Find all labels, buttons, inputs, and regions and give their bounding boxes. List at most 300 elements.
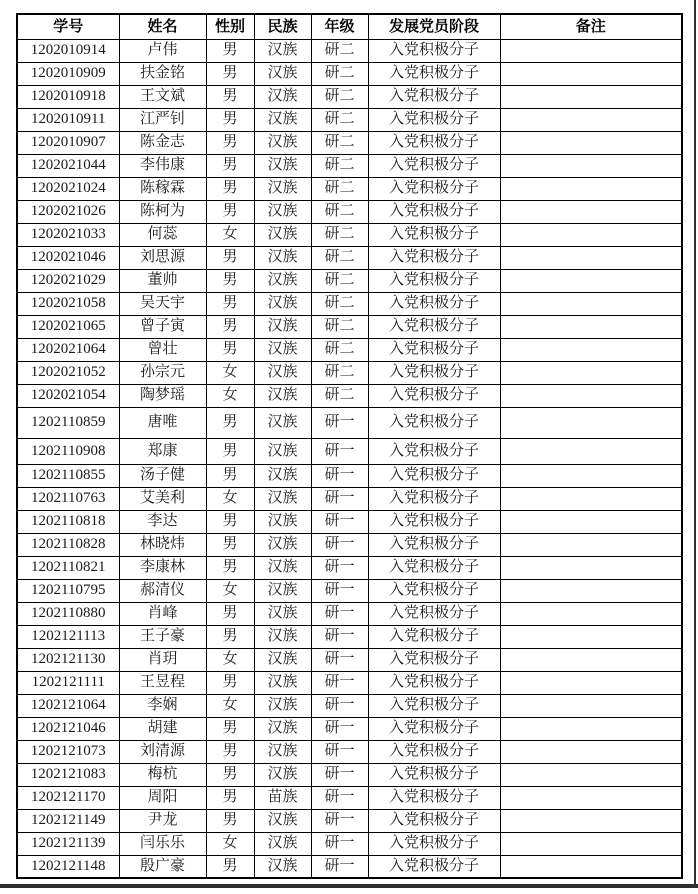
cell-remark bbox=[500, 832, 682, 855]
cell-student_id: 1202010911 bbox=[17, 108, 119, 131]
cell-name: 扶金铭 bbox=[119, 62, 206, 85]
cell-name: 王文斌 bbox=[119, 85, 206, 108]
table-row bbox=[17, 361, 682, 384]
cell-grade: 研一 bbox=[311, 809, 368, 832]
cell-student_id: 1202021029 bbox=[17, 269, 119, 292]
cell-stage: 入党积极分子 bbox=[368, 602, 500, 625]
cell-ethnicity: 汉族 bbox=[254, 648, 311, 671]
cell-stage: 入党积极分子 bbox=[368, 384, 500, 407]
cell-gender: 男 bbox=[206, 740, 254, 763]
table-row bbox=[17, 763, 682, 786]
cell-name: 胡建 bbox=[119, 717, 206, 740]
cell-ethnicity: 汉族 bbox=[254, 384, 311, 407]
cell-gender: 女 bbox=[206, 361, 254, 384]
cell-name: 郝清仪 bbox=[119, 579, 206, 602]
cell-student_id: 1202110908 bbox=[17, 438, 119, 464]
cell-gender: 男 bbox=[206, 269, 254, 292]
cell-remark bbox=[500, 269, 682, 292]
cell-remark bbox=[500, 648, 682, 671]
cell-name: 曾子寅 bbox=[119, 315, 206, 338]
column-header-stage: 发展党员阶段 bbox=[368, 14, 500, 39]
cell-grade: 研一 bbox=[311, 763, 368, 786]
cell-remark bbox=[500, 464, 682, 487]
table-row bbox=[17, 625, 682, 648]
cell-gender: 男 bbox=[206, 177, 254, 200]
column-header-ethnicity: 民族 bbox=[254, 14, 311, 39]
cell-name: 郑康 bbox=[119, 438, 206, 464]
cell-gender: 男 bbox=[206, 717, 254, 740]
column-header-remark: 备注 bbox=[500, 14, 682, 39]
cell-remark bbox=[500, 177, 682, 200]
cell-gender: 男 bbox=[206, 533, 254, 556]
table-row bbox=[17, 533, 682, 556]
cell-remark bbox=[500, 487, 682, 510]
cell-grade: 研二 bbox=[311, 154, 368, 177]
cell-student_id: 1202021024 bbox=[17, 177, 119, 200]
cell-remark bbox=[500, 602, 682, 625]
cell-student_id: 1202021065 bbox=[17, 315, 119, 338]
cell-grade: 研二 bbox=[311, 62, 368, 85]
cell-name: 王昱程 bbox=[119, 671, 206, 694]
cell-name: 梅杭 bbox=[119, 763, 206, 786]
cell-stage: 入党积极分子 bbox=[368, 85, 500, 108]
cell-student_id: 1202021033 bbox=[17, 223, 119, 246]
cell-grade: 研一 bbox=[311, 533, 368, 556]
cell-remark bbox=[500, 763, 682, 786]
cell-ethnicity: 汉族 bbox=[254, 361, 311, 384]
cell-stage: 入党积极分子 bbox=[368, 648, 500, 671]
table-row bbox=[17, 809, 682, 832]
cell-student_id: 1202121113 bbox=[17, 625, 119, 648]
cell-remark bbox=[500, 315, 682, 338]
cell-student_id: 1202021046 bbox=[17, 246, 119, 269]
cell-student_id: 1202021026 bbox=[17, 200, 119, 223]
cell-student_id: 1202110821 bbox=[17, 556, 119, 579]
column-header-name: 姓名 bbox=[119, 14, 206, 39]
cell-ethnicity: 汉族 bbox=[254, 131, 311, 154]
cell-ethnicity: 汉族 bbox=[254, 671, 311, 694]
table-row bbox=[17, 438, 682, 464]
cell-grade: 研二 bbox=[311, 131, 368, 154]
cell-gender: 男 bbox=[206, 786, 254, 809]
cell-gender: 男 bbox=[206, 625, 254, 648]
cell-student_id: 1202010914 bbox=[17, 39, 119, 62]
cell-stage: 入党积极分子 bbox=[368, 717, 500, 740]
cell-name: 董帅 bbox=[119, 269, 206, 292]
cell-name: 陈柯为 bbox=[119, 200, 206, 223]
cell-grade: 研二 bbox=[311, 246, 368, 269]
cell-ethnicity: 汉族 bbox=[254, 694, 311, 717]
cell-gender: 男 bbox=[206, 407, 254, 438]
cell-name: 汤子健 bbox=[119, 464, 206, 487]
cell-ethnicity: 汉族 bbox=[254, 809, 311, 832]
cell-remark bbox=[500, 809, 682, 832]
cell-student_id: 1202010907 bbox=[17, 131, 119, 154]
cell-remark bbox=[500, 338, 682, 361]
cell-ethnicity: 苗族 bbox=[254, 786, 311, 809]
page-right-edge-line bbox=[694, 0, 696, 888]
cell-name: 肖峰 bbox=[119, 602, 206, 625]
cell-stage: 入党积极分子 bbox=[368, 200, 500, 223]
cell-grade: 研二 bbox=[311, 39, 368, 62]
table-row bbox=[17, 62, 682, 85]
cell-gender: 男 bbox=[206, 131, 254, 154]
table-row bbox=[17, 487, 682, 510]
table-row bbox=[17, 108, 682, 131]
cell-grade: 研一 bbox=[311, 855, 368, 878]
cell-grade: 研一 bbox=[311, 438, 368, 464]
cell-remark bbox=[500, 671, 682, 694]
table-row bbox=[17, 832, 682, 855]
cell-remark bbox=[500, 361, 682, 384]
cell-stage: 入党积极分子 bbox=[368, 177, 500, 200]
cell-student_id: 1202021058 bbox=[17, 292, 119, 315]
cell-gender: 女 bbox=[206, 694, 254, 717]
cell-grade: 研一 bbox=[311, 717, 368, 740]
cell-gender: 男 bbox=[206, 200, 254, 223]
cell-gender: 男 bbox=[206, 602, 254, 625]
cell-remark bbox=[500, 131, 682, 154]
cell-remark bbox=[500, 85, 682, 108]
cell-remark bbox=[500, 108, 682, 131]
cell-student_id: 1202110828 bbox=[17, 533, 119, 556]
column-header-grade: 年级 bbox=[311, 14, 368, 39]
table-row bbox=[17, 671, 682, 694]
cell-stage: 入党积极分子 bbox=[368, 223, 500, 246]
cell-stage: 入党积极分子 bbox=[368, 361, 500, 384]
cell-student_id: 1202110859 bbox=[17, 407, 119, 438]
cell-student_id: 1202110763 bbox=[17, 487, 119, 510]
cell-name: 尹龙 bbox=[119, 809, 206, 832]
table-row bbox=[17, 177, 682, 200]
cell-remark bbox=[500, 740, 682, 763]
party-development-roster-table bbox=[16, 13, 683, 879]
cell-grade: 研一 bbox=[311, 510, 368, 533]
cell-student_id: 1202121083 bbox=[17, 763, 119, 786]
cell-grade: 研二 bbox=[311, 338, 368, 361]
cell-grade: 研一 bbox=[311, 625, 368, 648]
cell-ethnicity: 汉族 bbox=[254, 533, 311, 556]
cell-student_id: 1202021044 bbox=[17, 154, 119, 177]
column-header-student_id: 学号 bbox=[17, 14, 119, 39]
cell-name: 刘清源 bbox=[119, 740, 206, 763]
table-row bbox=[17, 315, 682, 338]
cell-ethnicity: 汉族 bbox=[254, 246, 311, 269]
cell-name: 李伟康 bbox=[119, 154, 206, 177]
table-row bbox=[17, 648, 682, 671]
cell-ethnicity: 汉族 bbox=[254, 315, 311, 338]
cell-name: 殷广豪 bbox=[119, 855, 206, 878]
cell-ethnicity: 汉族 bbox=[254, 177, 311, 200]
cell-grade: 研二 bbox=[311, 85, 368, 108]
cell-remark bbox=[500, 154, 682, 177]
cell-student_id: 1202021064 bbox=[17, 338, 119, 361]
cell-student_id: 1202110795 bbox=[17, 579, 119, 602]
cell-stage: 入党积极分子 bbox=[368, 579, 500, 602]
cell-ethnicity: 汉族 bbox=[254, 556, 311, 579]
cell-ethnicity: 汉族 bbox=[254, 717, 311, 740]
cell-grade: 研一 bbox=[311, 556, 368, 579]
cell-student_id: 1202121073 bbox=[17, 740, 119, 763]
cell-name: 艾美利 bbox=[119, 487, 206, 510]
page-bottom-edge-line bbox=[0, 884, 698, 888]
cell-student_id: 1202010909 bbox=[17, 62, 119, 85]
cell-student_id: 1202021054 bbox=[17, 384, 119, 407]
cell-grade: 研一 bbox=[311, 579, 368, 602]
cell-name: 林晓炜 bbox=[119, 533, 206, 556]
cell-gender: 男 bbox=[206, 510, 254, 533]
cell-name: 卢伟 bbox=[119, 39, 206, 62]
cell-ethnicity: 汉族 bbox=[254, 438, 311, 464]
cell-student_id: 1202121046 bbox=[17, 717, 119, 740]
cell-ethnicity: 汉族 bbox=[254, 579, 311, 602]
cell-grade: 研二 bbox=[311, 384, 368, 407]
cell-grade: 研二 bbox=[311, 200, 368, 223]
cell-name: 陈稼霖 bbox=[119, 177, 206, 200]
cell-student_id: 1202121148 bbox=[17, 855, 119, 878]
cell-name: 李康林 bbox=[119, 556, 206, 579]
cell-name: 唐唯 bbox=[119, 407, 206, 438]
cell-remark bbox=[500, 200, 682, 223]
cell-name: 李娴 bbox=[119, 694, 206, 717]
cell-name: 曾壮 bbox=[119, 338, 206, 361]
table-row bbox=[17, 269, 682, 292]
cell-ethnicity: 汉族 bbox=[254, 269, 311, 292]
cell-ethnicity: 汉族 bbox=[254, 39, 311, 62]
cell-gender: 女 bbox=[206, 579, 254, 602]
cell-stage: 入党积极分子 bbox=[368, 292, 500, 315]
cell-name: 肖玥 bbox=[119, 648, 206, 671]
cell-student_id: 1202121130 bbox=[17, 648, 119, 671]
cell-remark bbox=[500, 855, 682, 878]
table-row bbox=[17, 717, 682, 740]
cell-ethnicity: 汉族 bbox=[254, 625, 311, 648]
cell-stage: 入党积极分子 bbox=[368, 740, 500, 763]
cell-grade: 研一 bbox=[311, 832, 368, 855]
cell-ethnicity: 汉族 bbox=[254, 85, 311, 108]
table-body bbox=[17, 39, 682, 878]
cell-ethnicity: 汉族 bbox=[254, 292, 311, 315]
cell-remark bbox=[500, 292, 682, 315]
table-row bbox=[17, 694, 682, 717]
cell-gender: 男 bbox=[206, 85, 254, 108]
cell-name: 吴天宇 bbox=[119, 292, 206, 315]
cell-gender: 女 bbox=[206, 648, 254, 671]
cell-ethnicity: 汉族 bbox=[254, 108, 311, 131]
table-row bbox=[17, 384, 682, 407]
cell-grade: 研一 bbox=[311, 602, 368, 625]
table-row bbox=[17, 464, 682, 487]
cell-grade: 研二 bbox=[311, 108, 368, 131]
cell-ethnicity: 汉族 bbox=[254, 154, 311, 177]
cell-stage: 入党积极分子 bbox=[368, 108, 500, 131]
cell-remark bbox=[500, 625, 682, 648]
cell-remark bbox=[500, 438, 682, 464]
cell-remark bbox=[500, 579, 682, 602]
cell-gender: 男 bbox=[206, 62, 254, 85]
cell-stage: 入党积极分子 bbox=[368, 832, 500, 855]
table-row bbox=[17, 292, 682, 315]
cell-stage: 入党积极分子 bbox=[368, 39, 500, 62]
cell-student_id: 1202110818 bbox=[17, 510, 119, 533]
cell-gender: 女 bbox=[206, 223, 254, 246]
cell-remark bbox=[500, 407, 682, 438]
cell-stage: 入党积极分子 bbox=[368, 338, 500, 361]
cell-student_id: 1202121170 bbox=[17, 786, 119, 809]
cell-grade: 研一 bbox=[311, 407, 368, 438]
cell-grade: 研一 bbox=[311, 487, 368, 510]
cell-ethnicity: 汉族 bbox=[254, 487, 311, 510]
table-row bbox=[17, 556, 682, 579]
table-row bbox=[17, 131, 682, 154]
cell-grade: 研一 bbox=[311, 694, 368, 717]
cell-gender: 女 bbox=[206, 832, 254, 855]
cell-ethnicity: 汉族 bbox=[254, 62, 311, 85]
column-header-gender: 性别 bbox=[206, 14, 254, 39]
cell-stage: 入党积极分子 bbox=[368, 269, 500, 292]
cell-gender: 男 bbox=[206, 763, 254, 786]
cell-gender: 男 bbox=[206, 556, 254, 579]
cell-grade: 研二 bbox=[311, 361, 368, 384]
cell-grade: 研二 bbox=[311, 177, 368, 200]
cell-gender: 男 bbox=[206, 154, 254, 177]
table-row bbox=[17, 39, 682, 62]
cell-grade: 研一 bbox=[311, 464, 368, 487]
cell-ethnicity: 汉族 bbox=[254, 464, 311, 487]
cell-ethnicity: 汉族 bbox=[254, 338, 311, 361]
cell-stage: 入党积极分子 bbox=[368, 855, 500, 878]
table-row bbox=[17, 579, 682, 602]
cell-stage: 入党积极分子 bbox=[368, 464, 500, 487]
cell-grade: 研二 bbox=[311, 269, 368, 292]
cell-stage: 入党积极分子 bbox=[368, 62, 500, 85]
cell-name: 江严钊 bbox=[119, 108, 206, 131]
cell-remark bbox=[500, 62, 682, 85]
cell-ethnicity: 汉族 bbox=[254, 855, 311, 878]
cell-gender: 男 bbox=[206, 809, 254, 832]
cell-stage: 入党积极分子 bbox=[368, 438, 500, 464]
cell-grade: 研二 bbox=[311, 292, 368, 315]
cell-ethnicity: 汉族 bbox=[254, 763, 311, 786]
cell-grade: 研一 bbox=[311, 786, 368, 809]
cell-remark bbox=[500, 223, 682, 246]
cell-gender: 女 bbox=[206, 487, 254, 510]
cell-stage: 入党积极分子 bbox=[368, 487, 500, 510]
cell-student_id: 1202110880 bbox=[17, 602, 119, 625]
cell-grade: 研一 bbox=[311, 648, 368, 671]
cell-stage: 入党积极分子 bbox=[368, 763, 500, 786]
cell-ethnicity: 汉族 bbox=[254, 510, 311, 533]
cell-name: 刘思源 bbox=[119, 246, 206, 269]
cell-stage: 入党积极分子 bbox=[368, 556, 500, 579]
cell-name: 李达 bbox=[119, 510, 206, 533]
table-row bbox=[17, 407, 682, 438]
cell-stage: 入党积极分子 bbox=[368, 625, 500, 648]
cell-stage: 入党积极分子 bbox=[368, 809, 500, 832]
cell-gender: 男 bbox=[206, 292, 254, 315]
table-row bbox=[17, 740, 682, 763]
cell-remark bbox=[500, 246, 682, 269]
cell-remark bbox=[500, 717, 682, 740]
cell-stage: 入党积极分子 bbox=[368, 131, 500, 154]
cell-stage: 入党积极分子 bbox=[368, 246, 500, 269]
cell-name: 闫乐乐 bbox=[119, 832, 206, 855]
cell-grade: 研一 bbox=[311, 740, 368, 763]
cell-gender: 男 bbox=[206, 464, 254, 487]
cell-remark bbox=[500, 384, 682, 407]
cell-ethnicity: 汉族 bbox=[254, 740, 311, 763]
cell-student_id: 1202021052 bbox=[17, 361, 119, 384]
table-row bbox=[17, 223, 682, 246]
cell-stage: 入党积极分子 bbox=[368, 510, 500, 533]
cell-name: 周阳 bbox=[119, 786, 206, 809]
cell-ethnicity: 汉族 bbox=[254, 602, 311, 625]
cell-grade: 研二 bbox=[311, 315, 368, 338]
cell-remark bbox=[500, 510, 682, 533]
table-row bbox=[17, 85, 682, 108]
cell-name: 何蕊 bbox=[119, 223, 206, 246]
table-row bbox=[17, 602, 682, 625]
cell-student_id: 1202010918 bbox=[17, 85, 119, 108]
cell-grade: 研一 bbox=[311, 671, 368, 694]
cell-student_id: 1202121111 bbox=[17, 671, 119, 694]
cell-stage: 入党积极分子 bbox=[368, 671, 500, 694]
cell-remark bbox=[500, 786, 682, 809]
cell-stage: 入党积极分子 bbox=[368, 154, 500, 177]
cell-gender: 男 bbox=[206, 246, 254, 269]
cell-student_id: 1202110855 bbox=[17, 464, 119, 487]
cell-stage: 入党积极分子 bbox=[368, 407, 500, 438]
cell-gender: 女 bbox=[206, 384, 254, 407]
cell-name: 陈金志 bbox=[119, 131, 206, 154]
cell-gender: 男 bbox=[206, 855, 254, 878]
cell-remark bbox=[500, 694, 682, 717]
table-row bbox=[17, 510, 682, 533]
table-row bbox=[17, 200, 682, 223]
cell-gender: 男 bbox=[206, 438, 254, 464]
cell-ethnicity: 汉族 bbox=[254, 223, 311, 246]
table-row bbox=[17, 154, 682, 177]
cell-student_id: 1202121149 bbox=[17, 809, 119, 832]
table-header-row bbox=[17, 14, 682, 39]
table-row bbox=[17, 855, 682, 878]
cell-student_id: 1202121064 bbox=[17, 694, 119, 717]
cell-name: 陶梦瑶 bbox=[119, 384, 206, 407]
cell-remark bbox=[500, 533, 682, 556]
cell-ethnicity: 汉族 bbox=[254, 832, 311, 855]
cell-stage: 入党积极分子 bbox=[368, 786, 500, 809]
cell-remark bbox=[500, 556, 682, 579]
cell-remark bbox=[500, 39, 682, 62]
cell-stage: 入党积极分子 bbox=[368, 533, 500, 556]
cell-ethnicity: 汉族 bbox=[254, 200, 311, 223]
cell-stage: 入党积极分子 bbox=[368, 694, 500, 717]
cell-grade: 研二 bbox=[311, 223, 368, 246]
cell-gender: 男 bbox=[206, 338, 254, 361]
cell-stage: 入党积极分子 bbox=[368, 315, 500, 338]
cell-gender: 男 bbox=[206, 39, 254, 62]
table-row bbox=[17, 246, 682, 269]
cell-gender: 男 bbox=[206, 108, 254, 131]
cell-ethnicity: 汉族 bbox=[254, 407, 311, 438]
table-row bbox=[17, 338, 682, 361]
cell-name: 孙宗元 bbox=[119, 361, 206, 384]
cell-name: 王子豪 bbox=[119, 625, 206, 648]
cell-student_id: 1202121139 bbox=[17, 832, 119, 855]
cell-gender: 男 bbox=[206, 671, 254, 694]
table-row bbox=[17, 786, 682, 809]
cell-gender: 男 bbox=[206, 315, 254, 338]
